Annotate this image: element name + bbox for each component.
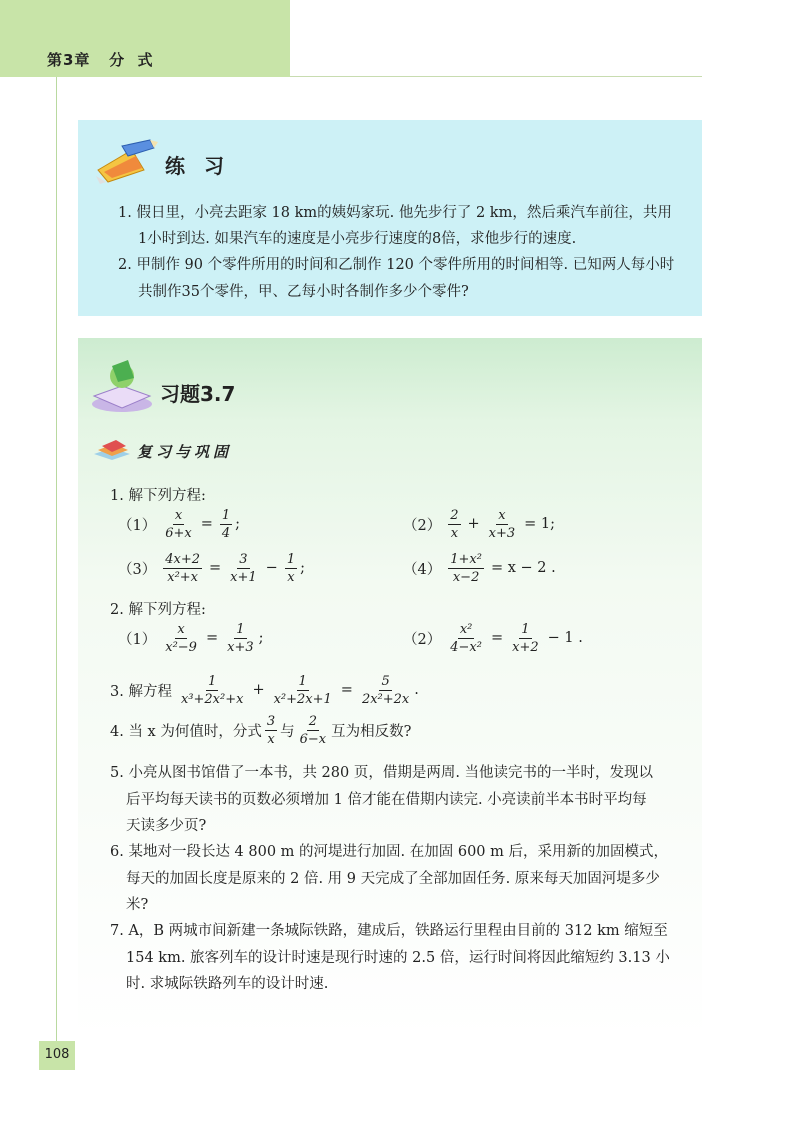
- question-5-line-3: 天读多少页?: [126, 818, 207, 834]
- q1-e1-eq: =: [200, 516, 213, 532]
- q4-post: 互为相反数?: [331, 723, 412, 740]
- q1-e3-num3: 1: [286, 551, 296, 567]
- q3-op: +: [252, 682, 265, 698]
- q2-e1-eq: =: [205, 630, 219, 646]
- q4-den1: x: [267, 731, 275, 747]
- practice-item-2-line-2: 共制作35个零件，甲、乙每小时各制作多少个零件?: [138, 284, 469, 300]
- q1-e3-den2: x+1: [230, 569, 257, 585]
- q4-num1: 3: [266, 713, 276, 729]
- question-7-line-2: 154 km. 旅客列车的设计时速是现行时速的 2.5 倍，运行时间将因此缩短约 3.13 小: [126, 950, 670, 966]
- question-3: [110, 672, 419, 708]
- q3-num3: 5: [381, 673, 390, 689]
- q4-num2: 2: [308, 713, 318, 729]
- q1-e2-rest: = 1;: [524, 516, 556, 532]
- q1-e3-num2: 3: [239, 551, 248, 567]
- q3-end: .: [414, 682, 419, 698]
- q2-e2-tag: （2）: [403, 631, 442, 648]
- question-5-line-1: 5. 小亮从图书馆借了一本书，共 280 页，借期是两周. 当他读完书的一半时，发现以: [110, 765, 654, 781]
- q2-e2-num1: x²: [459, 621, 473, 637]
- q3-den1: x³+2x²+x: [180, 691, 244, 707]
- question-6-line-1: 6. 某地对一段长达 4 800 m 的河堤进行加固. 在加固 600 m 后，采用新的加固模式，: [110, 844, 668, 860]
- q1-equation-3: [118, 551, 305, 585]
- exercise-book-icon: [88, 356, 154, 416]
- q1-e4-num1: 1+x²: [450, 551, 482, 567]
- q1-equation-4: [403, 551, 560, 585]
- q1-e3-den3: x: [287, 569, 295, 585]
- q2-e2-den2: x+2: [512, 639, 539, 655]
- practice-title: 练 习: [165, 154, 230, 178]
- header-divider: [290, 76, 702, 77]
- question-6-line-3: 米?: [126, 897, 149, 913]
- q1-e2-num2: x: [498, 507, 506, 523]
- q1-e3-num1: 4x+2: [165, 551, 201, 567]
- q2-e1-end: ;: [258, 630, 264, 646]
- q1-e4-den1: x−2: [452, 569, 480, 585]
- page-number: 108: [44, 1047, 70, 1062]
- q1-e4-rest: = x − 2 .: [490, 560, 556, 576]
- q2-e1-tag: （1）: [118, 631, 157, 648]
- q2-e1-num2: 1: [236, 621, 245, 637]
- question-6-line-2: 每天的加固长度是原来的 2 倍. 用 9 天完成了全部加固任务. 原来每天加固河堤多少: [126, 871, 660, 887]
- q1-e1-den2: 4: [221, 525, 231, 541]
- margin-line: [56, 77, 57, 1045]
- q2-e2-num2: 1: [521, 621, 530, 637]
- q1-equation-2: [403, 508, 559, 540]
- q1-e2-op: +: [467, 516, 480, 532]
- q2-e1-den2: x+3: [227, 639, 254, 655]
- q4-den2: 6−x: [299, 731, 327, 747]
- practice-item-1-line-2: 1小时到达. 如果汽车的速度是小亮步行速度的8倍，求他步行的速度.: [138, 231, 577, 247]
- q4-mid: 与: [280, 723, 295, 740]
- q2-e2-den1: 4−x²: [450, 639, 482, 655]
- practice-item-2-line-1: 2. 甲制作 90 个零件所用的时间和乙制作 120 个零件所用的时间相等. 已知两人每小时: [118, 257, 675, 273]
- q1-e2-den1: x: [450, 525, 459, 541]
- q3-eq: =: [340, 682, 353, 698]
- q1-e1-num1: x: [174, 507, 183, 523]
- q1-e2-den2: x+3: [488, 525, 516, 541]
- question-4: [110, 712, 411, 748]
- q1-e1-num2: 1: [221, 507, 231, 523]
- q2-e1-den1: x²−9: [165, 639, 197, 655]
- question-2-prompt: 2. 解下列方程:: [110, 602, 206, 618]
- q2-equation-1: [118, 621, 264, 655]
- review-section-title: 复习与巩固: [137, 443, 233, 461]
- pencil-book-icon: [92, 136, 160, 186]
- q2-e1-num1: x: [177, 621, 185, 637]
- question-1-prompt: 1. 解下列方程:: [110, 488, 206, 504]
- practice-item-1-line-1: 1. 假日里，小亮去距家 18 km的姨妈家玩. 他先步行了 2 km，然后乘汽车前往，共用: [118, 205, 672, 221]
- review-stack-icon: [90, 438, 134, 462]
- q2-e2-rest: − 1 .: [547, 630, 583, 646]
- q3-num2: 1: [298, 673, 307, 689]
- q1-e3-eq: =: [209, 560, 222, 576]
- question-7-line-1: 7. A，B 两城市间新建一条城际铁路，建成后，铁路运行里程由目前的 312 km 缩短至: [110, 923, 668, 939]
- q2-equation-2: [403, 621, 587, 655]
- q2-e2-eq: =: [490, 630, 504, 646]
- q1-equation-1: [118, 508, 240, 540]
- question-5-line-2: 后平均每天读书的页数必须增加 1 倍才能在借期内读完. 小亮读前半本书时平均每: [126, 792, 647, 808]
- q1-e3-op: −: [265, 560, 278, 576]
- q1-e2-num1: 2: [450, 507, 459, 523]
- q3-num1: 1: [208, 673, 217, 689]
- q1-e1-end: ;: [235, 516, 241, 532]
- q1-e3-tag: （3）: [118, 561, 157, 578]
- q1-e3-end: ;: [300, 560, 305, 576]
- chapter-title: 第3章 分 式: [47, 51, 154, 69]
- q3-den2: x²+2x+1: [273, 691, 332, 707]
- q1-e3-den1: x²+x: [167, 569, 199, 585]
- exercise-title: 习题3.7: [160, 382, 236, 406]
- q3-prompt: 3. 解方程: [110, 683, 172, 700]
- q1-e2-tag: （2）: [403, 517, 442, 534]
- question-7-line-3: 时. 求城际铁路列车的设计时速.: [126, 976, 329, 992]
- q1-e1-den1: 6+x: [165, 525, 192, 541]
- q1-e4-tag: （4）: [403, 561, 442, 578]
- q1-e1-tag: （1）: [118, 517, 157, 534]
- q4-pre: 4. 当 x 为何值时，分式: [110, 723, 262, 740]
- q3-den3: 2x²+2x: [361, 691, 410, 707]
